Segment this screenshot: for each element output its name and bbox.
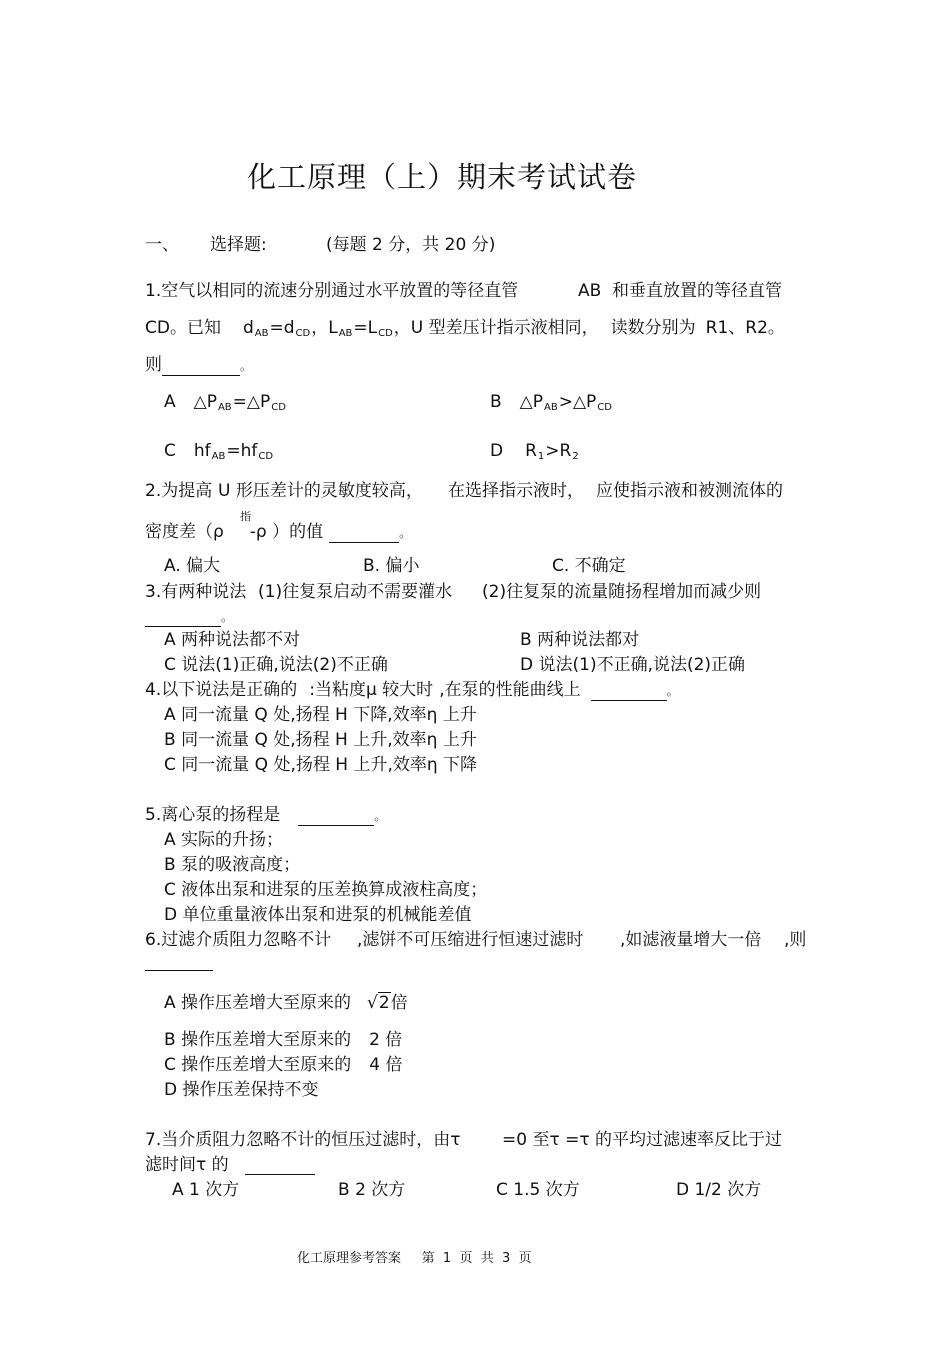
section-note: (每题 2 分，共 20 分) [326,235,496,255]
q2-option-b: B. 偏小 [363,556,420,576]
q1-optB-label: B [490,392,502,412]
q2-line1c: 在选择指示液时， [448,481,584,501]
q1-line1c: 和垂直放置的等径直管 [612,281,782,301]
q1-optC-eq: =hf [226,441,258,461]
section-name: 选择题: [210,235,267,255]
q6-optA-text: A 操作压差增大至原来的 [164,993,352,1013]
q1-optA-sub-ab: AB [217,402,232,413]
q1-optC-sub-ab: AB [211,451,226,462]
q1-optB-gt: >△P [558,392,597,412]
q1-optD-label: D [490,441,504,461]
q1-optB-text: △P [519,392,543,412]
q2-option-a: A. 偏大 [164,556,221,576]
q7-option-b: B 2 次方 [338,1180,406,1200]
q6-option-a [164,993,408,1013]
q1-optA-sub-cd: CD [271,402,286,413]
q1-dot: 。 [240,359,253,373]
q2-dot: 。 [399,526,412,540]
q3-line1c: (2)往复泵的流量随扬程增加而减少则 [482,582,762,602]
q2-option-c: C. 不确定 [552,556,626,576]
q3-dot: 。 [221,610,234,624]
q1-optD-sub1: 1 [537,451,545,462]
q5-line1-text: 5.离心泵的扬程是 [145,805,281,825]
q6-line1d: ,则 [784,930,807,950]
q5-blank [298,809,374,826]
q4-option-a: A 同一流量 Q 处,扬程 H 下降,效率η 上升 [164,705,477,725]
q6-option-b [164,1030,402,1050]
q1-L: L [328,318,338,338]
q6-line1a: 6.过滤介质阻力忽略不计 [145,930,332,950]
q3-line1a: 3.有两种说法 [145,582,247,602]
q2-line1d: 应使指示液和被测流体的 [596,481,783,501]
q1-line2a: CD。已知 [145,318,221,338]
q5-dot: 。 [374,809,387,823]
q1-sub-cd: CD [295,328,311,339]
section-number: 一、 [145,235,179,255]
q6-option-c [164,1055,403,1075]
q5-line1 [145,805,386,826]
q1-option-d [490,441,580,464]
q5-option-d: D 单位重量液体出泵和进泵的机械能差值 [164,905,472,925]
q4-dot: 。 [666,684,679,698]
page-footer: 化工原理参考答案 第 1 页 共 3 页 [297,1251,532,1266]
q6-option-d: D 操作压差保持不变 [164,1080,319,1100]
q3-blank [145,610,221,627]
q1-line2 [145,318,785,341]
q1-option-c [164,441,274,464]
q1-line2d: R1、R2。 [705,318,785,338]
q1-option-a [164,392,287,415]
q7-line2 [145,1155,315,1175]
q5-option-b: B 泵的吸液高度； [164,855,301,875]
q7-blank [245,1158,315,1175]
q6-sqrt-val: 2 [378,993,390,1013]
q1-optC-label: C [164,441,176,461]
q2-line1a: 2.为提高 [145,481,213,501]
q1-line2b: ，U 型差压计指示液相同， [393,318,599,338]
q1-optA-eq: =△P [232,392,271,412]
q4-option-b: B 同一流量 Q 处,扬程 H 上升,效率η 上升 [164,730,477,750]
q7-option-c: C 1.5 次方 [496,1180,580,1200]
q1-optC-sub-cd: CD [258,451,274,462]
q6-optB-b: 2 倍 [369,1030,403,1050]
q6-sqrt-sign: √ [367,993,378,1013]
q1-d: d [242,318,254,338]
q6-optA-tail: 倍 [390,993,408,1013]
q1-sub-cd2: CD [378,328,393,339]
q5-option-c: C 液体出泵和进泵的压差换算成液柱高度； [164,880,488,900]
q4-line1c: ,在泵的性能曲线上 [439,680,581,700]
q6-line1b: ,滤饼不可压缩进行恒速过滤时 [357,930,584,950]
q1-optD-gt: >R [545,441,572,461]
q1-blank [162,359,240,376]
q1-optA-label: A [164,392,176,412]
q2-line2a: 密度差（ρ [145,522,224,542]
q1-comma: ， [311,318,329,338]
q1-sub-ab2: AB [338,328,353,339]
q7-line1b: =0 至τ =τ 的平均过滤速率反比于过 [502,1130,782,1150]
q2-line2b: -ρ ）的值 [249,522,324,542]
q1-optB-sub-ab: AB [544,402,558,413]
page-title: 化工原理（上）期末考试试卷 [247,160,638,194]
q1-eqd: =d [269,318,295,338]
q4-line1b: :当粘度μ 较大时 [309,680,434,700]
q1-line1a: 1.空气以相同的流速分别通过水平放置的等径直管 [145,281,519,301]
q6-optC-b: 4 倍 [369,1055,403,1075]
q3-line2 [145,606,233,627]
q3-option-b: B 两种说法都对 [520,630,640,650]
q7-option-a: A 1 次方 [172,1180,240,1200]
q2-blank [329,526,399,543]
q3-option-d: D 说法(1)不正确,说法(2)正确 [520,655,746,675]
q2-line1b: U 形压差计的灵敏度较高， [218,481,423,501]
q1-sub-ab: AB [254,328,269,339]
q1-optD-R: R [525,441,537,461]
q1-line2c: 读数分别为 [610,318,696,338]
q3-line1b: (1)往复泵启动不需要灌水 [258,582,453,602]
q7-option-d: D 1/2 次方 [676,1180,762,1200]
q1-option-b [490,392,613,415]
q1-eqL: =L [353,318,378,338]
sqrt-icon [367,993,391,1013]
q1-optC-text: hf [193,441,211,461]
q1-line3-text: 则 [145,355,162,375]
q3-option-a: A 两种说法都不对 [164,630,301,650]
q4-blank [591,684,667,701]
q1-optA-text: △P [193,392,217,412]
q6-line1c: ,如滤液量增大一倍 [620,930,762,950]
q2-sup: 指 [240,510,251,523]
q4-line1a: 4.以下说法是正确的 [145,680,298,700]
q6-optB-a: B 操作压差增大至原来的 [164,1030,352,1050]
q4-line1 [145,680,679,701]
q4-option-c: C 同一流量 Q 处,扬程 H 上升,效率η 下降 [164,755,478,775]
q1-optD-sub2: 2 [572,451,579,462]
q7-line1a: 7.当介质阻力忽略不计的恒压过滤时，由τ [145,1130,461,1150]
q6-optC-a: C 操作压差增大至原来的 [164,1055,352,1075]
q7-line2-text: 滤时间τ 的 [145,1155,229,1175]
q2-line2 [145,522,411,543]
q1-line1b: AB [578,281,602,301]
q1-optB-sub-cd: CD [597,402,612,413]
q6-blank [145,970,213,971]
q1-line3 [145,355,252,376]
q3-option-c: C 说法(1)正确,说法(2)不正确 [164,655,388,675]
q5-option-a: A 实际的升扬； [164,830,284,850]
